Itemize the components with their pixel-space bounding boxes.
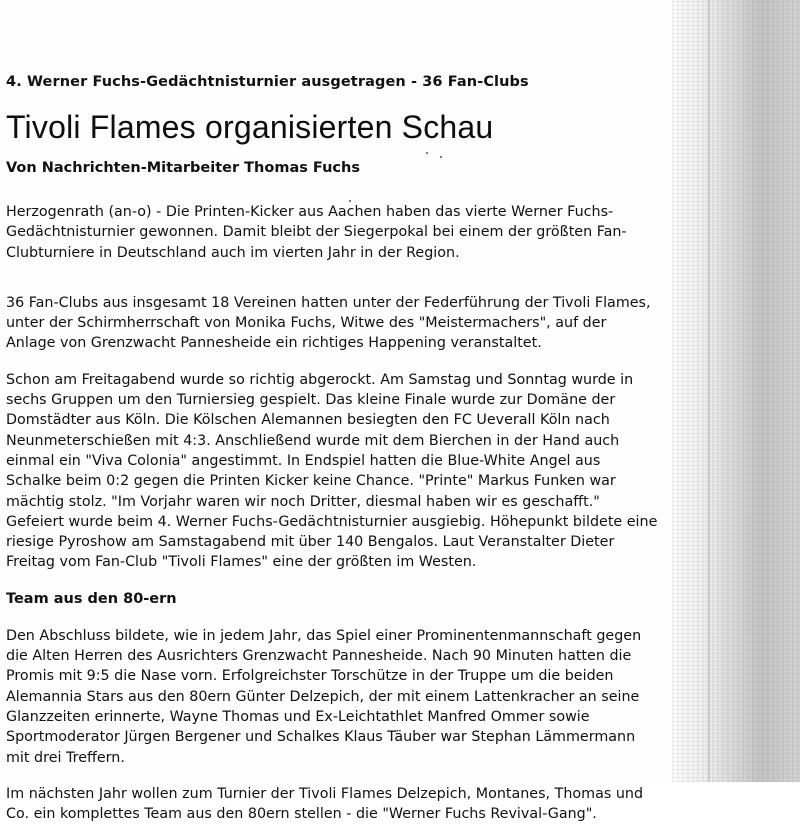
article-paragraph-celebrity-match: Den Abschluss bildete, wie in jedem Jahr, das Spiel einer Prominentenmannschaft gegen die Alten Herren des Ausrichters Grenzwacht Pannesheide. Nach 90 Minuten hatten die Promis mit 9:5 die Nase vorn. Erfolgreichster Torschütze in der Truppe um die beiden Alemannia Stars aus den 80ern Günter Delzepich, der mit einem Lattenkracher an seine Glanzzeiten erinnerte, Wayne Thomas und Ex-Leichtathlet Manfred Ommer sowie Sportmoderator Jürgen Bergener und Schalkes Klaus Täuber war Stephan Lämmermann mit drei Treffern. (6, 627, 642, 766)
article-paragraph-tournament: Schon am Freitagabend wurde so richtig abgerockt. Am Samstag und Sonntag wurde in sechs Gruppen um den Turniersieg gespielt. Das kleine Finale wurde zur Domäne der Domstädter aus Köln. Die Kölschen Alemannen besiegten den FC Ueverall Köln nach Neunmeterschießen mit 4:3. Anschließend wurde mit dem Bierchen in der Hand auch einmal ein "Viva Colonia" angestimmt. In Endspiel hatten die Blue-White Angel aus Schalke beim 0:2 gegen die Printen Kicker keine Chance. "Printe" Markus Funken war mächtig stolz. "Im Vorjahr waren wir noch Dritter, diesmal haben wir es geschafft." Gefeiert wurde beim 4. Werner Fuchs-Gedächtnisturnier ausgiebig. Höhepunkt bildete eine riesige Pyroshow am Samstagabend mit über 140 Bengalos. Laut Veranstalter Dieter Freitag vom Fan-Club "Tivoli Flames" eine der größten im Westen. (6, 371, 658, 571)
news-article (6, 72, 676, 824)
article-paragraph-fanclubs: 36 Fan-Clubs aus insgesamt 18 Vereinen hatten unter der Federführung der Tivoli Flames, unter der Schirmherrschaft von Monika Fuchs, Witwe des "Meistermachers", auf der Anlage von Grenzwacht Pannesheide ein richtiges Happening veranstaltet. (6, 294, 651, 352)
article-kicker: 4. Werner Fuchs-Gedächtnisturnier ausgetragen - 36 Fan-Clubs (6, 74, 529, 90)
article-subhead: Team aus den 80-ern (6, 590, 177, 607)
scanner-shadow-edge (672, 0, 800, 782)
article-headline: Tivoli Flames organisierten Schau (6, 109, 494, 145)
article-paragraph-intro: Herzogenrath (an-o) - Die Printen-Kicker aus Aachen haben das vierte Werner Fuchs- Gedächtnisturnier gewonnen. Damit bleibt der Siegerpokal bei einem der größten Fan- Clubturniere in Deutschland auch im vierten Jahr in der Region. (6, 204, 627, 261)
article-paragraph-outlook: Im nächsten Jahr wollen zum Turnier der Tivoli Flames Delzepich, Montanes, Thomas und Co. ein komplettes Team aus den 80ern stellen - die "Werner Fuchs Revival-Gang". (6, 785, 644, 823)
article-byline: Von Nachrichten-Mitarbeiter Thomas Fuchs (6, 160, 360, 176)
